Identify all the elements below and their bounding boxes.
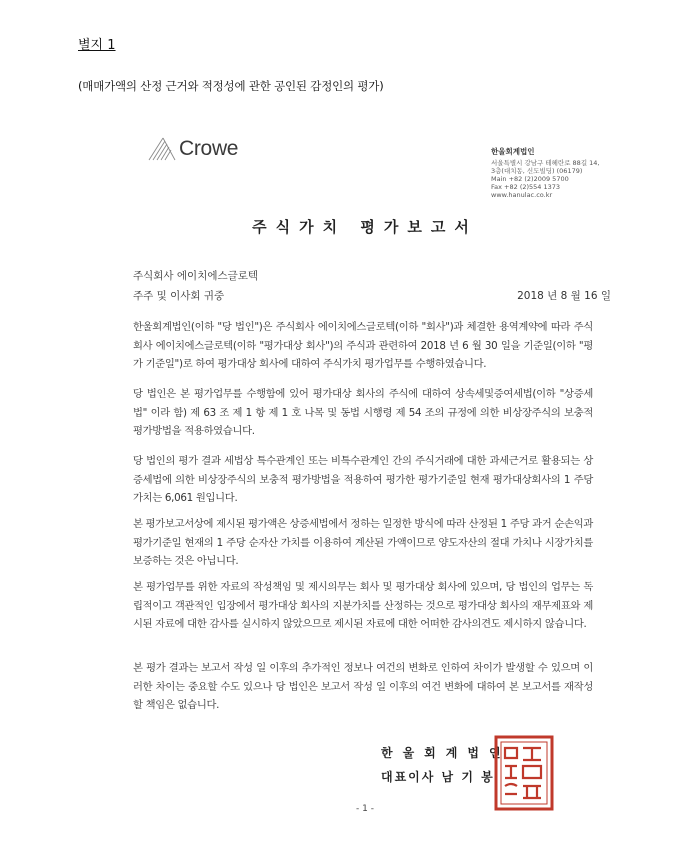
firm-fax: Fax +82 (2)554 1373	[491, 183, 561, 191]
firm-main-phone: Main +82 (2)2009 5700	[491, 175, 569, 183]
crowe-logo-icon	[147, 136, 177, 162]
page-number: - 1 -	[356, 804, 374, 814]
company-seal-stamp	[493, 734, 555, 812]
paragraph-value-note: 본 평가보고서상에 제시된 평가액은 상증세법에서 정하는 일정한 방식에 따라 산정된 1 주당 과거 순손익과 평가기준일 현재의 1 주당 순자산 가치를 이용하여 계산된 가액이므로 양도자산의 절대 가치나 시장가치를 보증하는 것은 아닙니다.	[133, 518, 593, 567]
crowe-logo	[147, 136, 238, 162]
scanned-report-page	[105, 118, 625, 838]
firm-info	[491, 148, 600, 199]
paragraph-disclaimer: 본 평가 결과는 보고서 작성 일 이후의 추가적인 정보나 여건의 변화로 인하여 차이가 발생할 수 있으며 이러한 차이는 중요할 수도 있으나 당 법인은 보고서 작성 일 이후의 여건 변화에 대하여 본 보고서를 재작성 할 책임은 없습니다.	[133, 662, 593, 711]
logo-wordmark: Crowe	[179, 137, 239, 160]
firm-address-line-1: 서울특별시 강남구 테헤란로 88길 14,	[491, 159, 600, 167]
document-subtitle: (매매가액의 산정 근거와 적정성에 관한 공인된 감정인의 평가)	[78, 79, 384, 93]
paragraph-method: 당 법인은 본 평가업무를 수행함에 있어 평가대상 회사의 주식에 대하여 상속세및증여세법(이하 "상증세법" 이라 함) 제 63 조 제 1 항 제 1 호 나목 및 동법 시행령 제 54 조의 규정에 의한 비상장주식의 보충적 평가방법을 적용하였습니다.	[133, 388, 593, 437]
firm-name: 한울회계법인	[491, 147, 535, 156]
firm-address-line-2: 3층(대치동, 신도빌딩) (06179)	[491, 167, 583, 175]
signature-representative: 대표이사 남 기 봉	[381, 770, 495, 784]
paragraph-result: 당 법인의 평가 결과 세법상 특수관계인 또는 비특수관계인 간의 주식거래에 대한 과세근거로 활용되는 상증세법에 의한 비상장주식의 보충적 평가방법을 적용하여 평가한 평가기준일 현재 평가대상회사의 1 주당가치는 6,061 원입니다.	[133, 455, 593, 504]
addressee-board: 주주 및 이사회 귀중	[133, 290, 225, 302]
report-date: 2018 년 8 월 16 일	[517, 290, 611, 302]
signature-firm: 한울회계법인	[381, 746, 511, 760]
paragraph-responsibility: 본 평가업무를 위한 자료의 작성책임 및 제시의무는 회사 및 평가대상 회사에 있으며, 당 법인의 업무는 독립적이고 객관적인 입장에서 평가대상 회사의 지분가치를 산정하는 것으로 평가대상 회사의 재무제표와 제시된 자료에 대한 감사를 실시하지 않았으므로 제시된 자료에 대한 어떠한 감사의견도 제시하지 않습니다.	[133, 581, 593, 630]
annex-label: 별지 1	[78, 38, 116, 53]
addressee-company: 주식회사 에이치에스글로텍	[133, 270, 259, 282]
report-title: 주식가치 평가보고서	[252, 218, 478, 236]
firm-website: www.hanulac.co.kr	[491, 191, 553, 199]
paragraph-engagement: 한울회계법인(이하 "당 법인")은 주식회사 에이치에스글로텍(이하 "회사")과 체결한 용역계약에 따라 주식회사 에이치에스글로텍(이하 "평가대상 회사")의 주식과 관련하여 2018 년 6 월 30 일을 기준일(이하 "평가 기준일")로 하여 평가대상 회사에 대하여 주식가치 평가업무를 수행하였습니다.	[133, 321, 593, 370]
